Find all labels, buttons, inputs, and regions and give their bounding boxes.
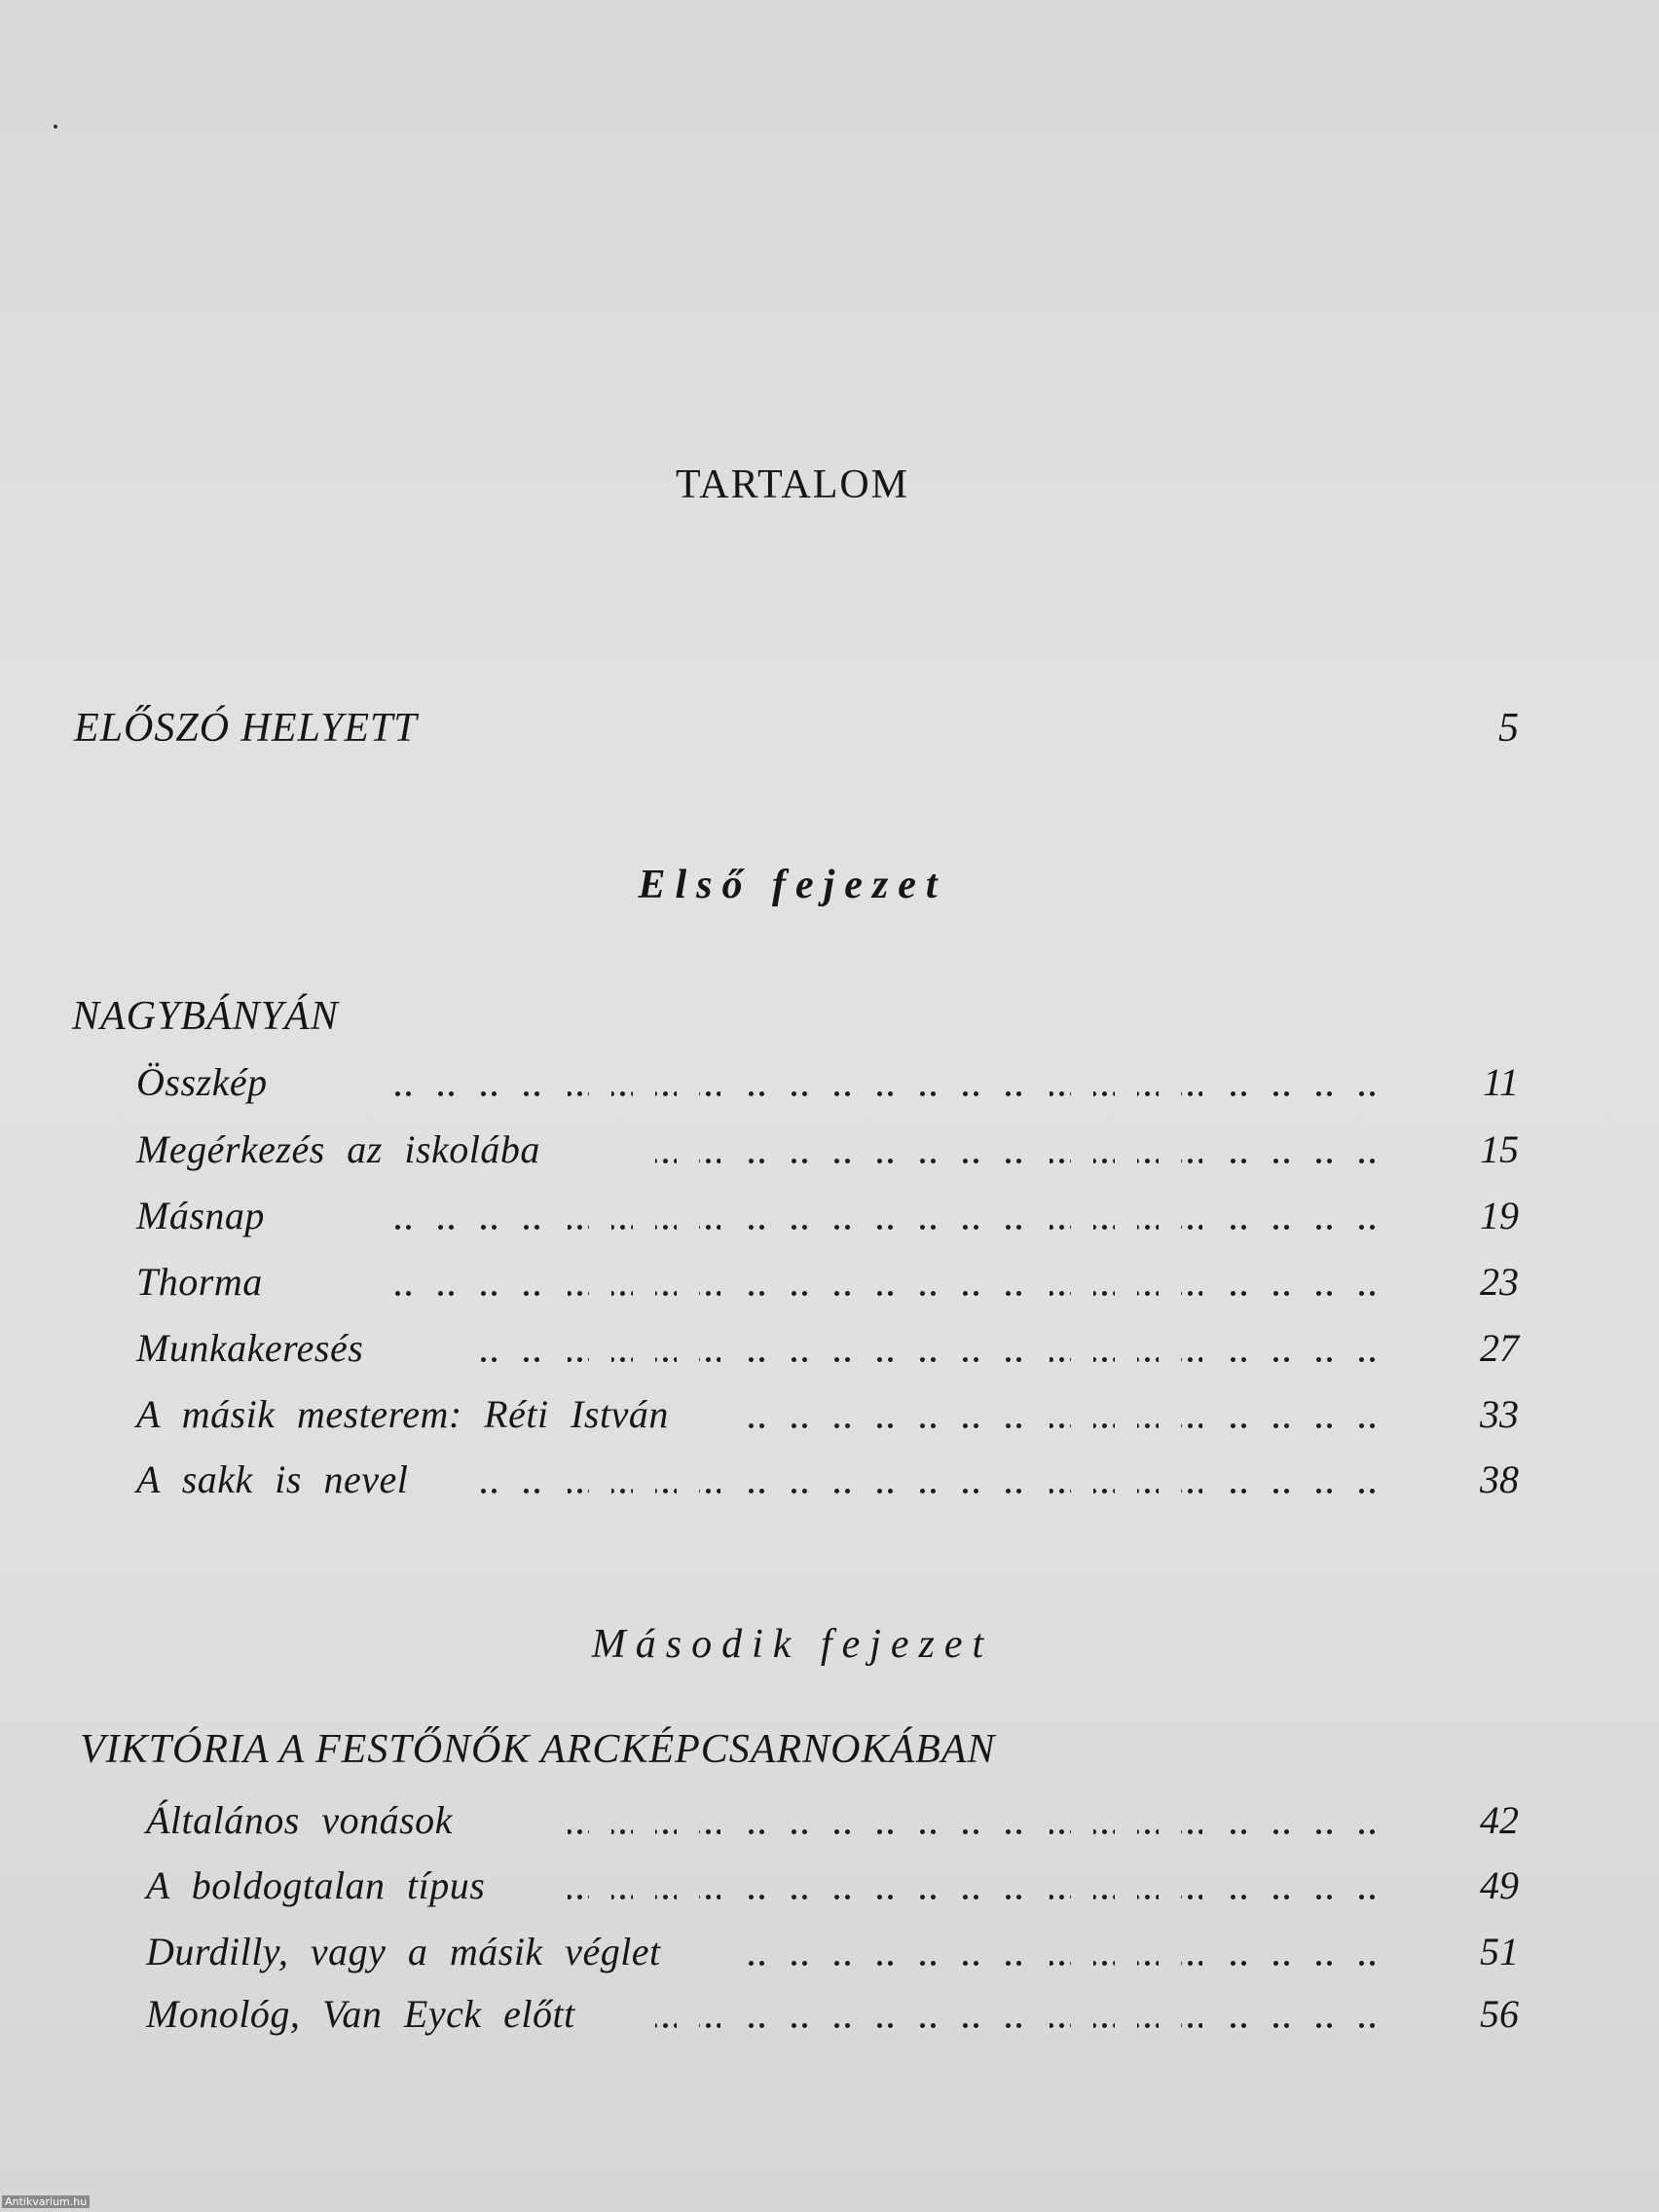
toc-entry-title: A sakk is nevel [136,1457,409,1501]
dot-leader [560,1797,1378,1852]
toc-entry-title: Általános vonások [146,1798,453,1842]
chapter-2-heading: Második fejezet [591,1622,994,1667]
toc-entry[interactable] [146,1862,1519,1917]
chapter-1-section-title: NAGYBÁNYÁN [72,994,339,1039]
dot-leader [389,1193,1378,1247]
toc-entry-title: A másik mesterem: Réti István [136,1392,669,1436]
toc-entry-title: Másnap [136,1194,265,1237]
toc-entry-page: 51 [1480,1930,1519,1973]
preface-entry[interactable] [74,705,1519,763]
toc-entry-title: Munkakeresés [136,1326,364,1370]
toc-entry-page: 33 [1480,1392,1519,1436]
toc-entry[interactable] [146,1991,1519,2046]
dot-leader [389,1259,1378,1313]
watermark-text: Antikvarium.hu [2,2195,90,2208]
page-title: TARTALOM [675,462,910,507]
toc-entry[interactable] [136,1325,1519,1380]
toc-entry[interactable] [136,1193,1519,1247]
toc-entry-title: Összkép [136,1060,268,1104]
dot-leader [472,1325,1378,1380]
toc-entry-title: Monológ, Van Eyck előtt [146,1992,575,2036]
toc-entry-page: 19 [1480,1194,1519,1237]
toc-entry-page: 56 [1480,1992,1519,2036]
chapter-1-heading: Első fejezet [638,863,947,907]
toc-entry[interactable] [136,1391,1519,1446]
toc-entry[interactable] [136,1259,1519,1313]
toc-entry[interactable] [146,1797,1519,1852]
toc-entry-page: 11 [1482,1060,1519,1104]
dot-leader [745,1391,1378,1446]
dot-leader [389,1059,1378,1114]
dot-leader [633,1126,1378,1181]
dot-leader [643,1991,1378,2046]
dot-leader [467,1456,1378,1511]
dot-leader [560,1862,1378,1917]
toc-entry[interactable] [136,1126,1519,1181]
preface-page-number: 5 [1498,706,1519,751]
toc-entry-page: 23 [1480,1260,1519,1304]
toc-entry-page: 15 [1480,1127,1519,1171]
toc-entry-title: A boldogtalan típus [146,1863,486,1907]
toc-entry-title: Thorma [136,1260,263,1304]
toc-entry[interactable] [136,1456,1519,1511]
chapter-2-section-title: VIKTÓRIA A FESTŐNŐK ARCKÉPCSARNOKÁBAN [80,1727,996,1772]
toc-entry-page: 27 [1480,1326,1519,1370]
dot-leader [745,1929,1378,1983]
toc-entry-page: 38 [1480,1457,1519,1501]
preface-label: ELŐSZÓ HELYETT [74,706,418,751]
toc-entry[interactable] [136,1059,1519,1114]
toc-entry-title: Megérkezés az iskolába [136,1127,540,1171]
toc-entry-page: 42 [1480,1798,1519,1842]
paper-speck [54,125,57,129]
toc-entry-page: 49 [1480,1863,1519,1907]
toc-entry-title: Durdilly, vagy a másik véglet [146,1930,661,1973]
toc-entry[interactable] [146,1929,1519,1983]
